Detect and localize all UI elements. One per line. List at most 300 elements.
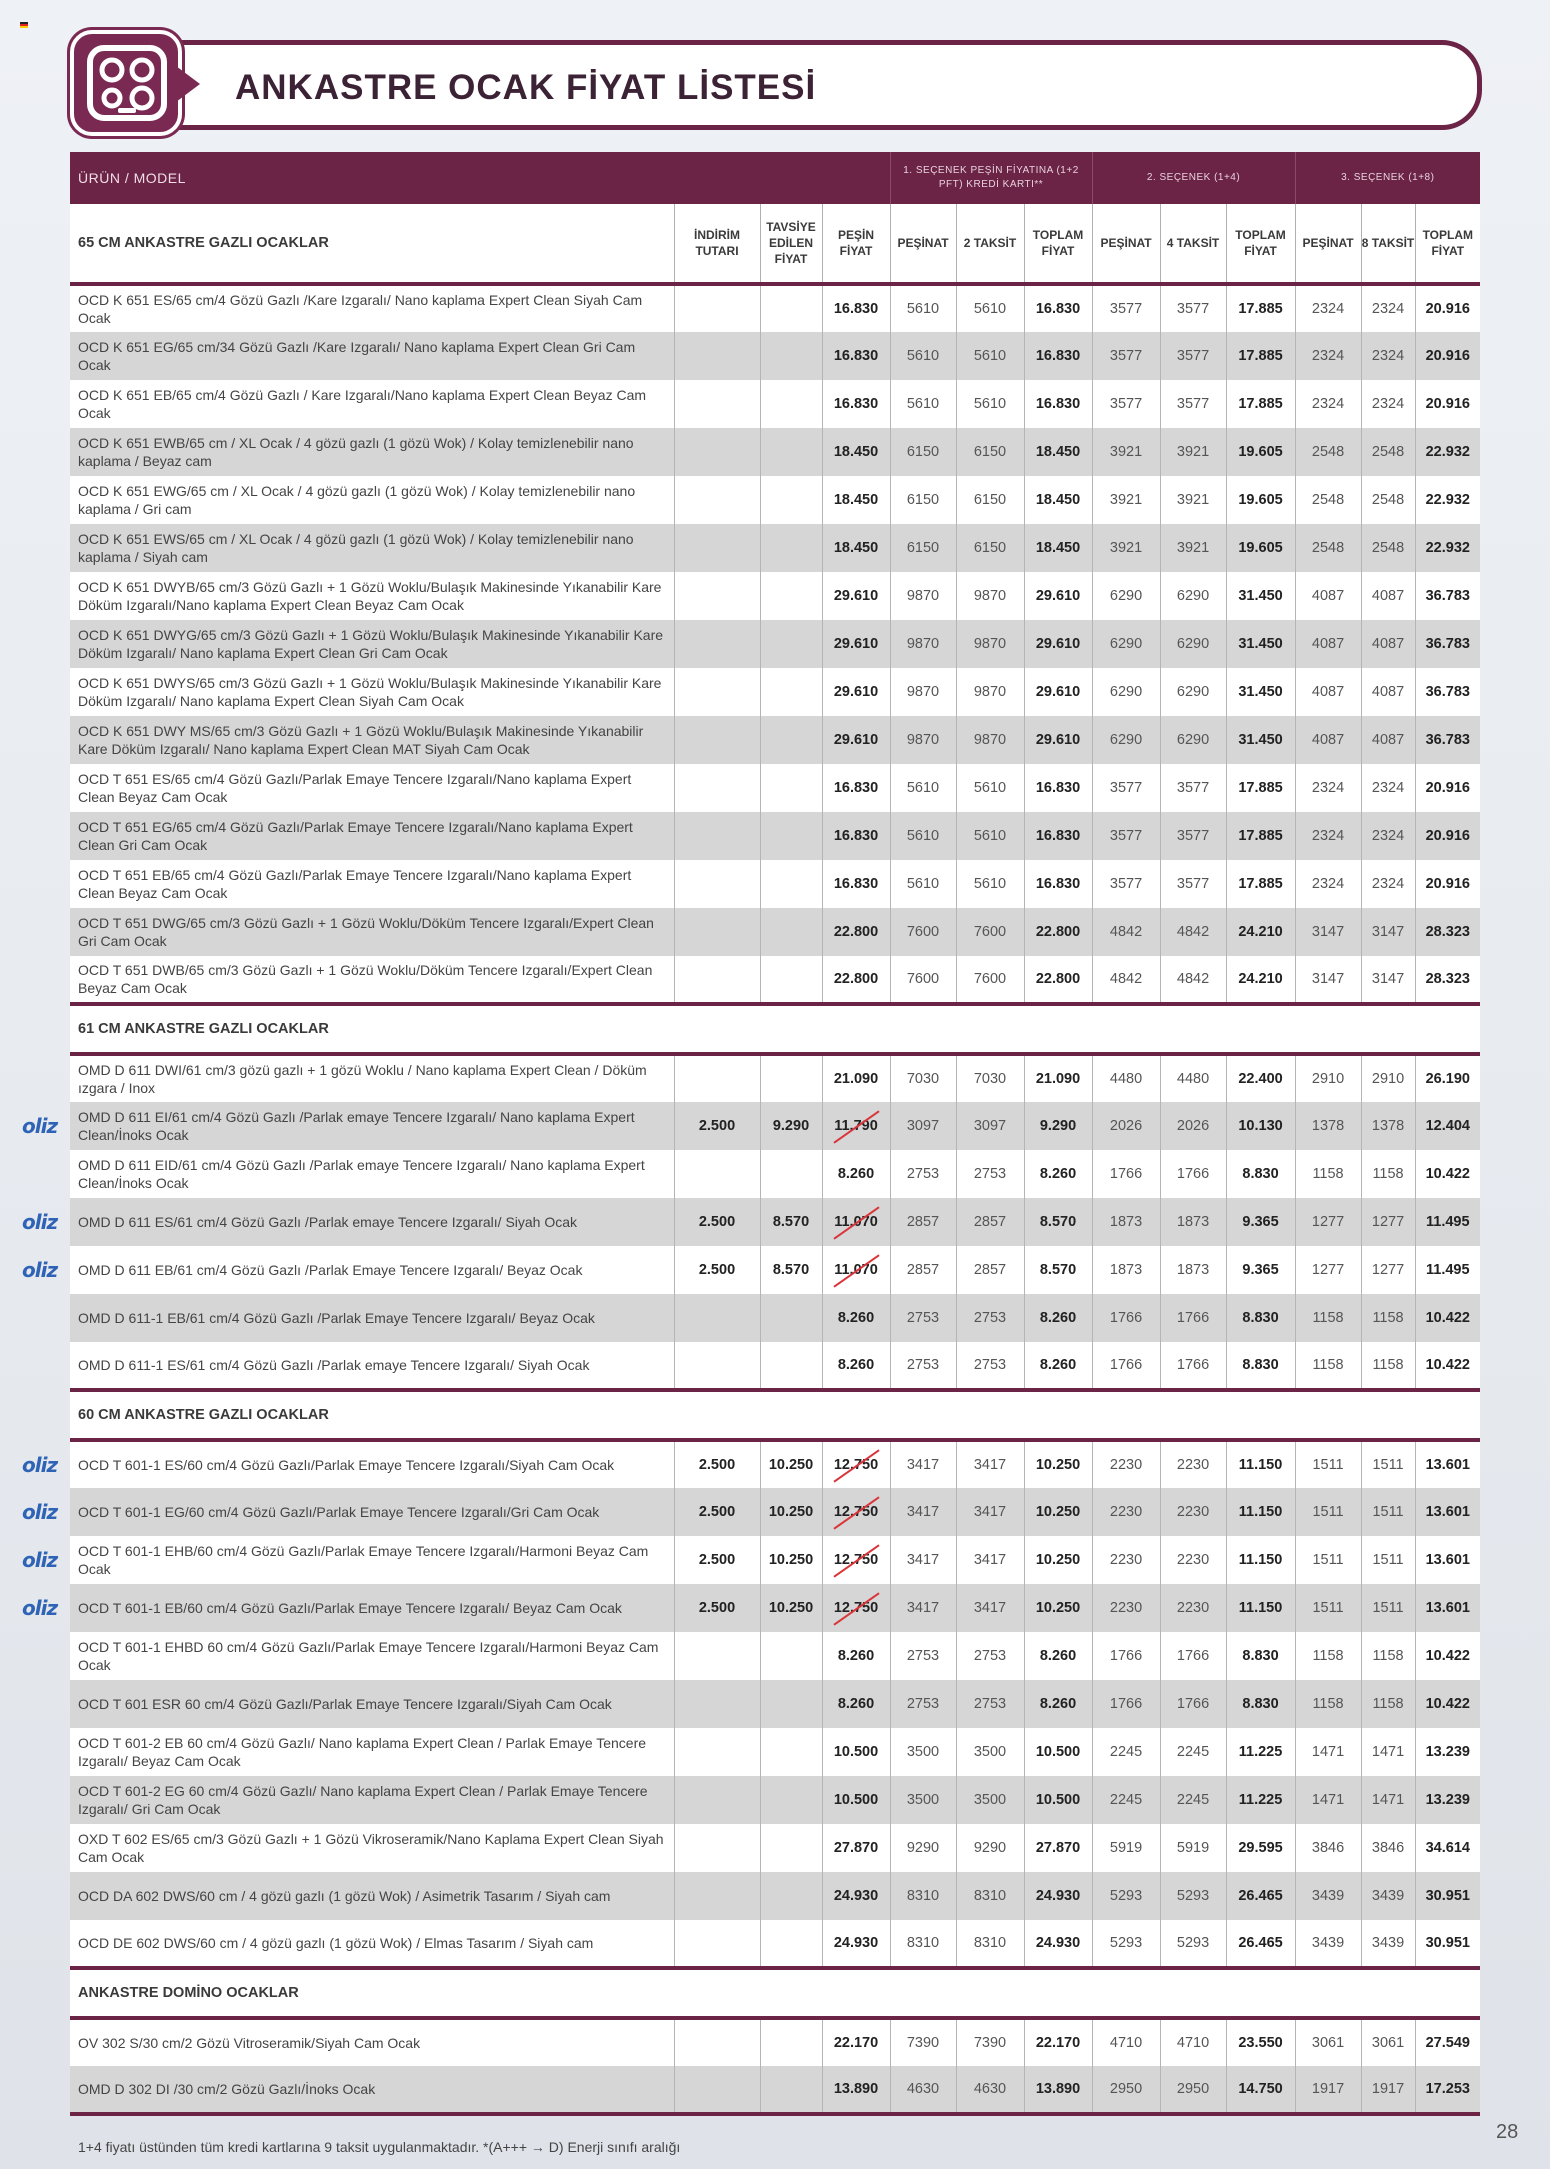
product-name-text: OCD K 651 DWYG/65 cm/3 Gözü Gazlı + 1 Gözü Woklu/Bulaşık Makinesinde Yıkanabilir Kare Döküm Izgaralı/ Nano kaplama Expert Clean Gri Cam Ocak [78,627,664,661]
cell-p1: 7600 [890,908,956,956]
section-header [70,1006,1480,1054]
cell-top3: 28.323 [1415,956,1480,1004]
cell-top3: 20.916 [1415,764,1480,812]
product-name-text: OCD T 651 ES/65 cm/4 Gözü Gazlı/Parlak Emaye Tencere Izgaralı/Nano kaplama Expert Clean Beyaz Cam Ocak [78,771,632,805]
product-name [70,956,674,1004]
cell-pesin: 8.260 [822,1632,890,1680]
cell-top3: 20.916 [1415,284,1480,332]
cell-t8: 1158 [1361,1294,1415,1342]
cell-top3: 13.601 [1415,1584,1480,1632]
cell-pesin: 11.070 [822,1246,890,1294]
cell-top1: 27.870 [1024,1824,1092,1872]
table-row [70,1102,1480,1150]
cell-p1: 3417 [890,1488,956,1536]
cell-pesin: 29.610 [822,572,890,620]
cell-t8: 1158 [1361,1680,1415,1728]
cell-pesin: 12.750 [822,1536,890,1584]
cell-top3: 20.916 [1415,332,1480,380]
cell-t8: 3061 [1361,2018,1415,2066]
cell-tavsiye [760,284,822,332]
cell-tavsiye [760,1824,822,1872]
cell-t4: 2026 [1160,1102,1226,1150]
cell-tavsiye [760,812,822,860]
cell-top2: 19.605 [1226,524,1295,572]
cell-pesin: 8.260 [822,1150,890,1198]
cell-p2: 4842 [1092,956,1160,1004]
cell-p1: 8310 [890,1872,956,1920]
cell-p2: 4710 [1092,2018,1160,2066]
table-row [70,1488,1480,1536]
product-name-text: OCD T 651 DWB/65 cm/3 Gözü Gazlı + 1 Gözü Woklu/Döküm Tencere Izgaralı/Expert Clean Beyaz Cam Ocak [78,962,653,996]
cell-top2: 17.885 [1226,860,1295,908]
product-name [22,1584,674,1632]
cell-t4: 5293 [1160,1872,1226,1920]
cell-t2: 9870 [956,620,1024,668]
product-name [70,1054,674,1102]
cell-p3: 1511 [1295,1584,1361,1632]
cell-pesin: 13.890 [822,2066,890,2114]
cell-t8: 2910 [1361,1054,1415,1102]
table-row [70,1440,1480,1488]
cell-pesin: 18.450 [822,524,890,572]
cell-t8: 2548 [1361,476,1415,524]
cell-indirim [674,1150,760,1198]
cell-p3: 1158 [1295,1680,1361,1728]
table-row [70,332,1480,380]
cell-p2: 4842 [1092,908,1160,956]
cell-top3: 13.601 [1415,1536,1480,1584]
cell-top1: 8.260 [1024,1342,1092,1390]
cell-top2: 8.830 [1226,1294,1295,1342]
cell-top2: 8.830 [1226,1680,1295,1728]
cell-t2: 4630 [956,2066,1024,2114]
cell-p2: 2950 [1092,2066,1160,2114]
cell-t2: 3500 [956,1728,1024,1776]
product-name-text: OCD K 651 EWB/65 cm / XL Ocak / 4 gözü gazlı (1 gözü Wok) / Kolay temizlenebilir nano kaplama / Beyaz cam [78,435,634,469]
product-name-text: OMD D 611-1 ES/61 cm/4 Gözü Gazlı /Parlak emaye Tencere Izgaralı/ Siyah Ocak [78,1357,590,1373]
cell-p3: 1277 [1295,1246,1361,1294]
cell-indirim [674,524,760,572]
cell-top3: 17.253 [1415,2066,1480,2114]
cell-tavsiye [760,476,822,524]
col-group-1: 1. SEÇENEK PEŞİN FİYATINA (1+2 PFT) KREDİ KARTI** [890,152,1092,204]
cell-indirim [674,764,760,812]
cell-top3: 13.239 [1415,1776,1480,1824]
cell-top1: 8.260 [1024,1632,1092,1680]
cell-top1: 22.800 [1024,956,1092,1004]
cell-indirim [674,1776,760,1824]
cell-indirim: 2.500 [674,1536,760,1584]
cell-top3: 10.422 [1415,1150,1480,1198]
product-name-text: OCD T 651 DWG/65 cm/3 Gözü Gazlı + 1 Gözü Woklu/Döküm Tencere Izgaralı/Expert Clean Gri Cam Ocak [78,915,654,949]
cell-p3: 2548 [1295,524,1361,572]
product-name [70,476,674,524]
cell-pesin: 18.450 [822,428,890,476]
product-name [70,812,674,860]
cell-p2: 3577 [1092,332,1160,380]
cell-t2: 7600 [956,908,1024,956]
cell-indirim [674,1342,760,1390]
cell-t2: 9290 [956,1824,1024,1872]
cell-top1: 10.250 [1024,1584,1092,1632]
cell-t4: 1766 [1160,1150,1226,1198]
col-product: ÜRÜN / MODEL [70,152,674,204]
cell-indirim [674,380,760,428]
cell-t8: 2324 [1361,860,1415,908]
cell-t2: 5610 [956,860,1024,908]
cell-top1: 16.830 [1024,860,1092,908]
cell-top1: 21.090 [1024,1054,1092,1102]
cell-t2: 3417 [956,1440,1024,1488]
cell-top3: 22.932 [1415,428,1480,476]
product-name-text: OCD K 651 ES/65 cm/4 Gözü Gazlı /Kare Izgaralı/ Nano kaplama Expert Clean Siyah Cam Ocak [78,292,643,326]
cell-tavsiye [760,2066,822,2114]
cell-p2: 6290 [1092,572,1160,620]
cell-p1: 5610 [890,764,956,812]
cell-top2: 8.830 [1226,1342,1295,1390]
cell-t4: 6290 [1160,572,1226,620]
cell-top1: 13.890 [1024,2066,1092,2114]
cell-t2: 6150 [956,524,1024,572]
cell-t2: 9870 [956,716,1024,764]
col-blank [674,152,760,204]
product-name-text: OCD K 651 EWG/65 cm / XL Ocak / 4 gözü gazlı (1 gözü Wok) / Kolay temizlenebilir nano kaplama / Gri cam [78,483,636,517]
cell-p2: 2230 [1092,1488,1160,1536]
cell-p1: 5610 [890,380,956,428]
cell-t4: 2230 [1160,1488,1226,1536]
product-name-text: OMD D 611 EB/61 cm/4 Gözü Gazlı /Parlak Emaye Tencere Izgaralı/ Beyaz Ocak [78,1262,583,1278]
cell-p3: 3061 [1295,2018,1361,2066]
cell-top1: 29.610 [1024,716,1092,764]
cell-tavsiye [760,1680,822,1728]
cell-t2: 6150 [956,428,1024,476]
cell-tavsiye [760,1054,822,1102]
product-name-text: OMD D 302 DI /30 cm/2 Gözü Gazlı/İnoks Ocak [78,2081,376,2097]
product-name-text: OCD T 601-1 ES/60 cm/4 Gözü Gazlı/Parlak Emaye Tencere Izgaralı/Siyah Cam Ocak [78,1457,615,1473]
product-name [70,620,674,668]
cell-t2: 5610 [956,380,1024,428]
cell-p3: 2324 [1295,860,1361,908]
cell-top2: 11.150 [1226,1584,1295,1632]
product-name-text: OCD DA 602 DWS/60 cm / 4 gözü gazlı (1 gözü Wok) / Asimetrik Tasarım / Siyah cam [78,1888,611,1904]
product-name-text: OCD T 651 EB/65 cm/4 Gözü Gazlı/Parlak Emaye Tencere Izgaralı/Nano kaplama Expert Clean Beyaz Cam Ocak [78,867,632,901]
table-row [70,1632,1480,1680]
cell-top2: 9.365 [1226,1246,1295,1294]
cell-p1: 2857 [890,1246,956,1294]
cell-pesin: 16.830 [822,332,890,380]
cell-t4: 4480 [1160,1054,1226,1102]
product-name [70,1776,674,1824]
cell-p3: 2324 [1295,764,1361,812]
table-row [70,1776,1480,1824]
cell-tavsiye [760,572,822,620]
cell-top2: 17.885 [1226,332,1295,380]
cell-p3: 1511 [1295,1440,1361,1488]
cell-top2: 24.210 [1226,956,1295,1004]
cell-tavsiye [760,1632,822,1680]
cell-top3: 34.614 [1415,1824,1480,1872]
page-number: 28 [1496,2121,1519,2143]
cell-t8: 2324 [1361,284,1415,332]
cell-pesin: 16.830 [822,860,890,908]
cell-t4: 3577 [1160,380,1226,428]
cell-tavsiye [760,764,822,812]
cell-top1: 9.290 [1024,1102,1092,1150]
cell-t8: 1471 [1361,1776,1415,1824]
cell-t4: 2245 [1160,1728,1226,1776]
cell-t2: 5610 [956,284,1024,332]
table-body [22,284,1480,2116]
product-name [70,428,674,476]
cell-p3: 1277 [1295,1198,1361,1246]
cell-top2: 29.595 [1226,1824,1295,1872]
cell-p1: 5610 [890,332,956,380]
cell-t2: 5610 [956,812,1024,860]
cell-tavsiye: 9.290 [760,1102,822,1150]
cell-top2: 17.885 [1226,764,1295,812]
cell-top3: 26.190 [1415,1054,1480,1102]
table-row [70,1872,1480,1920]
cell-top3: 11.495 [1415,1246,1480,1294]
cell-top3: 20.916 [1415,812,1480,860]
cell-t4: 6290 [1160,620,1226,668]
cell-top3: 10.422 [1415,1294,1480,1342]
cell-t8: 3439 [1361,1872,1415,1920]
cell-p2: 1766 [1092,1150,1160,1198]
cell-pesin: 16.830 [822,380,890,428]
cell-top1: 8.260 [1024,1680,1092,1728]
cell-top1: 18.450 [1024,428,1092,476]
product-name [70,1728,674,1776]
cell-pesin: 16.830 [822,764,890,812]
cell-top2: 31.450 [1226,716,1295,764]
cell-t4: 2245 [1160,1776,1226,1824]
table-row [70,284,1480,332]
cell-t4: 2950 [1160,2066,1226,2114]
cell-top1: 10.500 [1024,1728,1092,1776]
cell-top3: 20.916 [1415,380,1480,428]
table-row [70,812,1480,860]
cell-tavsiye [760,1342,822,1390]
cell-p2: 4480 [1092,1054,1160,1102]
col-tavsiye: TAVSİYE EDİLEN FİYAT [760,204,822,284]
cell-top2: 24.210 [1226,908,1295,956]
oliz-badge: oliz [22,1210,58,1234]
cell-top2: 14.750 [1226,2066,1295,2114]
cell-t2: 2753 [956,1632,1024,1680]
cell-tavsiye [760,668,822,716]
cell-indirim [674,476,760,524]
cell-p1: 2753 [890,1150,956,1198]
table-row [70,1342,1480,1390]
cell-p1: 9870 [890,716,956,764]
cell-t2: 2753 [956,1342,1024,1390]
cell-t4: 3577 [1160,860,1226,908]
cell-top1: 18.450 [1024,524,1092,572]
cell-tavsiye [760,956,822,1004]
cell-t4: 4710 [1160,2018,1226,2066]
cell-p1: 2857 [890,1198,956,1246]
cell-p1: 7030 [890,1054,956,1102]
cell-t2: 5610 [956,332,1024,380]
product-name [70,572,674,620]
cell-t8: 2324 [1361,332,1415,380]
product-name [70,1294,674,1342]
col-pesin-fiyat: PEŞİN FİYAT [822,204,890,284]
table-row [70,1150,1480,1198]
cell-p1: 9870 [890,572,956,620]
cell-pesin: 10.500 [822,1728,890,1776]
cell-p1: 9870 [890,620,956,668]
cell-top2: 8.830 [1226,1632,1295,1680]
cell-t8: 3147 [1361,908,1415,956]
cell-p3: 2910 [1295,1054,1361,1102]
table-row [70,1728,1480,1776]
cell-top2: 10.130 [1226,1102,1295,1150]
cell-pesin: 29.610 [822,668,890,716]
cell-t8: 1277 [1361,1246,1415,1294]
cell-p3: 4087 [1295,716,1361,764]
cell-pesin: 24.930 [822,1920,890,1968]
cell-p3: 1471 [1295,1728,1361,1776]
cell-top1: 8.260 [1024,1294,1092,1342]
cell-pesin: 21.090 [822,1054,890,1102]
oliz-badge: oliz [22,1548,58,1572]
cell-top2: 31.450 [1226,620,1295,668]
cell-p2: 3577 [1092,380,1160,428]
cell-t8: 1277 [1361,1198,1415,1246]
cell-t4: 5919 [1160,1824,1226,1872]
product-name [70,1680,674,1728]
cooktop-icon [70,30,182,136]
table-row [70,2018,1480,2066]
cell-top1: 8.570 [1024,1198,1092,1246]
cell-p3: 2324 [1295,812,1361,860]
cell-t8: 1511 [1361,1584,1415,1632]
cell-tavsiye [760,860,822,908]
cell-p3: 4087 [1295,572,1361,620]
product-name [70,764,674,812]
table-row [70,476,1480,524]
cell-top1: 16.830 [1024,284,1092,332]
cell-tavsiye [760,1872,822,1920]
cell-t4: 1873 [1160,1246,1226,1294]
cell-p1: 5610 [890,284,956,332]
cell-top3: 36.783 [1415,620,1480,668]
cell-p1: 9290 [890,1824,956,1872]
product-name [22,1246,674,1294]
cell-p1: 3500 [890,1776,956,1824]
cell-indirim [674,1920,760,1968]
cell-p3: 3439 [1295,1872,1361,1920]
cell-tavsiye [760,2018,822,2066]
cell-top3: 10.422 [1415,1680,1480,1728]
cell-p1: 6150 [890,428,956,476]
cell-t2: 2857 [956,1246,1024,1294]
cell-p1: 3097 [890,1102,956,1150]
cell-t8: 1158 [1361,1632,1415,1680]
cell-p3: 1378 [1295,1102,1361,1150]
cell-p1: 3500 [890,1728,956,1776]
cell-tavsiye: 10.250 [760,1584,822,1632]
cell-top3: 10.422 [1415,1342,1480,1390]
section-title: 60 CM ANKASTRE GAZLI OCAKLAR [70,1392,1480,1440]
cell-p2: 2245 [1092,1776,1160,1824]
oliz-badge: oliz [22,1453,58,1477]
cell-t2: 3417 [956,1584,1024,1632]
cell-t8: 1158 [1361,1342,1415,1390]
product-name [70,908,674,956]
cell-p3: 3439 [1295,1920,1361,1968]
col-group-3: 3. SEÇENEK (1+8) [1295,152,1480,204]
cell-p1: 7600 [890,956,956,1004]
cell-pesin: 22.800 [822,956,890,1004]
cell-top2: 19.605 [1226,428,1295,476]
cell-p1: 8310 [890,1920,956,1968]
oliz-badge: oliz [22,1258,58,1282]
cell-t2: 9870 [956,572,1024,620]
product-name-text: OCD T 601-1 EB/60 cm/4 Gözü Gazlı/Parlak Emaye Tencere Izgaralı/ Beyaz Cam Ocak [78,1600,622,1616]
cell-p3: 1511 [1295,1488,1361,1536]
cell-p1: 2753 [890,1342,956,1390]
cell-p2: 2026 [1092,1102,1160,1150]
cell-t8: 4087 [1361,572,1415,620]
cell-p3: 3147 [1295,956,1361,1004]
section-header [70,1392,1480,1440]
table-row [70,380,1480,428]
section-title: 65 CM ANKASTRE GAZLI OCAKLAR [70,204,674,284]
cell-t4: 4842 [1160,956,1226,1004]
product-name [70,1150,674,1198]
cell-t4: 3921 [1160,476,1226,524]
cell-p2: 1766 [1092,1294,1160,1342]
cell-indirim [674,1054,760,1102]
product-name [70,380,674,428]
col-pesinat: PEŞİNAT [1092,204,1160,284]
cell-indirim [674,572,760,620]
cell-p2: 5919 [1092,1824,1160,1872]
cell-top1: 8.260 [1024,1150,1092,1198]
cell-p3: 2548 [1295,428,1361,476]
cell-tavsiye [760,1150,822,1198]
cell-p3: 1158 [1295,1632,1361,1680]
cell-top1: 10.250 [1024,1536,1092,1584]
cell-t8: 3147 [1361,956,1415,1004]
section-header [70,1970,1480,2018]
product-name [70,1632,674,1680]
cell-p2: 2245 [1092,1728,1160,1776]
product-name-text: OCD K 651 EB/65 cm/4 Gözü Gazlı / Kare Izgaralı/Nano kaplama Expert Clean Beyaz Cam Ocak [78,387,647,421]
cell-t4: 3577 [1160,284,1226,332]
col-toplam: TOPLAM FİYAT [1024,204,1092,284]
cell-t8: 2324 [1361,764,1415,812]
cell-top3: 13.601 [1415,1440,1480,1488]
cell-t8: 1158 [1361,1150,1415,1198]
cell-tavsiye [760,1920,822,1968]
table-row [70,1824,1480,1872]
cell-tavsiye: 10.250 [760,1488,822,1536]
cell-t8: 4087 [1361,668,1415,716]
product-name-text: OCD K 651 EG/65 cm/34 Gözü Gazlı /Kare Izgaralı/ Nano kaplama Expert Clean Gri Cam Ocak [78,339,636,373]
cell-indirim [674,1680,760,1728]
product-name [22,1536,674,1584]
banner-arrow [176,66,200,102]
cell-t8: 1471 [1361,1728,1415,1776]
cell-indirim: 2.500 [674,1246,760,1294]
product-name-text: OMD D 611 EI/61 cm/4 Gözü Gazlı /Parlak emaye Tencere Izgaralı/ Nano kaplama Expert Clean/İnoks Ocak [78,1109,635,1143]
cell-p2: 3577 [1092,860,1160,908]
cell-t2: 2857 [956,1198,1024,1246]
